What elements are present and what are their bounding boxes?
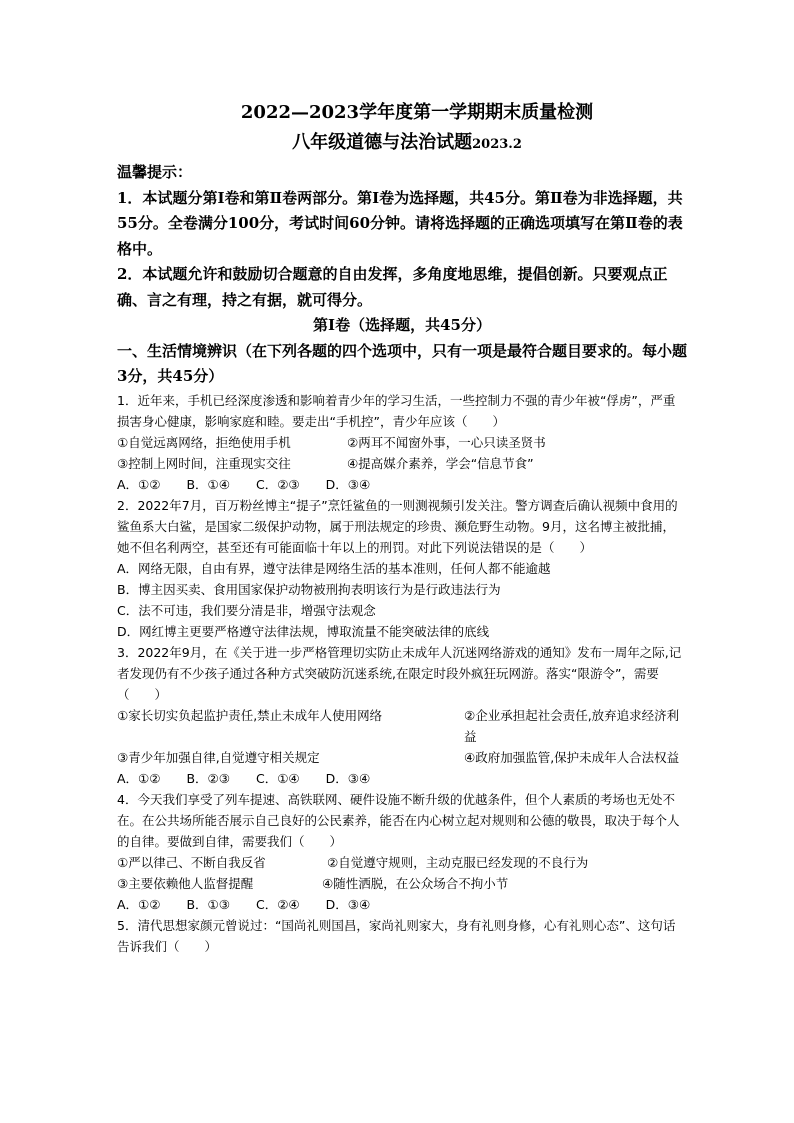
answer-options: [117, 768, 687, 789]
statement-1: ①家长切实负起监护责任,禁止未成年人使用网络: [117, 707, 383, 723]
statement-2: ②企业承担起社会责任,放弃追求经济利益: [464, 707, 680, 744]
option-d: D．③④: [325, 896, 371, 912]
statement-row: [117, 747, 687, 768]
section-title: 第Ⅰ卷（选择题，共45分）: [313, 316, 491, 334]
statement-4: ④随性洒脱，在公众场合不拘小节: [322, 875, 509, 891]
statement-3: ③青少年加强自律,自觉遵守相关规定: [117, 749, 320, 765]
option-d: D．③④: [325, 476, 371, 492]
question-1: [117, 390, 687, 495]
answer-options: [117, 894, 687, 915]
hint-1: 1．本试题分第Ⅰ卷和第Ⅱ卷两部分。第Ⅰ卷为选择题，共45分。第Ⅱ卷为非选择题，共55分。全卷满分100分，考试时间60分钟。请将选择题的正确选项填写在第Ⅱ卷的表格中。: [117, 188, 683, 258]
question-3: [117, 642, 687, 789]
exam-date: 2023.2: [472, 137, 522, 152]
statement-3: ③控制上网时间，注重现实交往: [117, 455, 291, 471]
question-2: [117, 495, 687, 642]
statement-row: [117, 852, 687, 873]
answer-options: [117, 474, 687, 495]
subtitle-text: 八年级道德与法治试题: [292, 132, 473, 153]
statement-row: [117, 432, 687, 453]
option-a: A．①②: [117, 770, 161, 786]
question-5: [117, 915, 687, 957]
statement-2: ②自觉遵守规则，主动克服已经发现的不良行为: [327, 854, 589, 870]
option-c: C．①④: [255, 770, 300, 786]
statement-4: ④提高媒介素养，学会“信息节食”: [347, 455, 534, 471]
option-c: C．法不可违，我们要分清是非，增强守法观念: [117, 602, 376, 618]
hint-label: 温馨提示：: [117, 163, 193, 181]
question-stem: 5．清代思想家颜元曾说过：“国尚礼则国昌，家尚礼则家大，身有礼则身修，心有礼则心态”、这句话告诉我们（ ）: [117, 917, 676, 954]
statement-row: [117, 453, 687, 474]
question-stem: 3．2022年9月，在《关于进一步严格管理切实防止未成年人沉迷网络游戏的通知》发布一周年之际,记者发现仍有不少孩子通过各种方式突破防沉迷系统,在限定时段外疯狂玩网游。落实“限游令”，需要（ ）: [117, 644, 682, 702]
question-4: [117, 789, 687, 915]
statement-1: ①自觉远离网络，拒绝使用手机: [117, 434, 291, 450]
statement-4: ④政府加强监管,保护未成年人合法权益: [464, 749, 680, 765]
option-d: D．③④: [325, 770, 371, 786]
hint-2: 2．本试题允许和鼓励切合题意的自由发挥，多角度地思维，提倡创新。只要观点正确、言之有理，持之有据，就可得分。: [117, 265, 668, 309]
option-d: D．网红博主更要严格遵守法律法规，博取流量不能突破法律的底线: [117, 623, 490, 639]
option-c: C．②④: [255, 896, 300, 912]
exam-page: [117, 100, 687, 957]
exam-title: 2022—2023学年度第一学期期末质量检测: [240, 102, 594, 123]
option-c: C．②③: [255, 476, 300, 492]
option-a: A．①②: [117, 476, 161, 492]
question-stem: 1．近年来，手机已经深度渗透和影响着青少年的学习生活，一些控制力不强的青少年被“俘虏”，严重损害身心健康，影响家庭和睦。要走出“手机控”，青少年应该（ ）: [117, 392, 676, 429]
question-stem: 2．2022年7月，百万粉丝博主“提子”烹饪鲨鱼的一则测视频引发关注。警方调查后确认视频中食用的鲨鱼系大白鲨，是国家二级保护动物，属于刑法规定的珍贵、濒危野生动物。9月，这名博主被批捕，她不但名利两空，甚至还有可能面临十年以上的刑罚。对此下列说法错误的是（ ）: [117, 497, 678, 555]
exam-subtitle: [127, 130, 687, 158]
question-stem: 4．今天我们享受了列车提速、高铁联网、硬件设施不断升级的优越条件，但个人素质的考场也无处不在。在公共场所能否展示自己良好的公民素养，能否在内心树立起对规则和公德的敬畏，取决于每个人的自律。要做到自律，需要我们（ ）: [117, 791, 680, 849]
option-b: B．①④: [186, 476, 230, 492]
statement-3: ③主要依赖他人监督提醒: [117, 875, 254, 891]
option-b: B．②③: [186, 770, 230, 786]
statement-1: ①严以律己、不断自我反省: [117, 854, 266, 870]
option-b: B．①③: [186, 896, 230, 912]
part-title: 一、生活情境辨识（在下列各题的四个选项中，只有一项是最符合题目要求的。每小题3分，共45分）: [117, 341, 688, 385]
statement-2: ②两耳不闻窗外事，一心只读圣贤书: [347, 434, 546, 450]
statement-row: [117, 705, 687, 747]
option-a: A．网络无限，自由有界，遵守法律是网络生活的基本准则，任何人都不能逾越: [117, 560, 551, 576]
option-a: A．①②: [117, 896, 161, 912]
option-b: B．博主因买卖、食用国家保护动物被刑拘表明该行为是行政违法行为: [117, 581, 501, 597]
statement-row: [117, 873, 687, 894]
